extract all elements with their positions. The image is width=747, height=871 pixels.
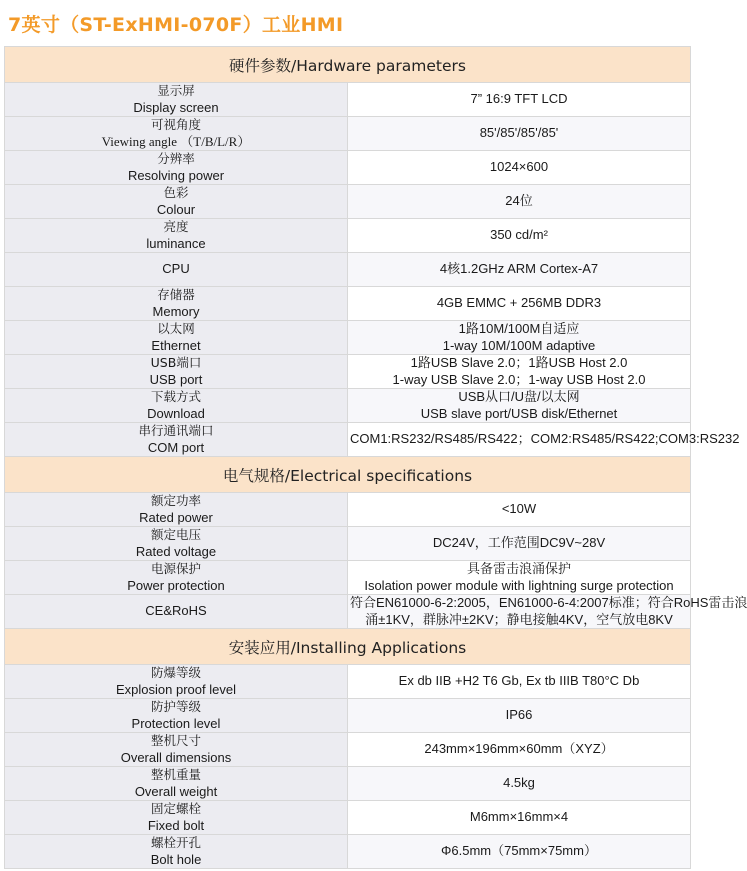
spec-label-en: Bolt hole (150, 851, 202, 867)
spec-label (5, 151, 348, 185)
spec-value-line: USB slave port/USB disk/Ethernet (420, 405, 618, 421)
spec-table (4, 46, 747, 869)
spec-label (5, 321, 348, 355)
section-title: 电气规格/Electrical specifications (5, 457, 691, 493)
spec-row (5, 83, 691, 117)
spec-label-cn: 下载方式 (150, 389, 201, 404)
spec-value-line: 4核1.2GHz ARM Cortex-A7 (439, 261, 599, 277)
spec-label-cn: 串行通讯端口 (138, 423, 214, 438)
spec-label-en: luminance (146, 235, 206, 251)
spec-value-line: 85'/85'/85'/85' (479, 125, 559, 141)
spec-label-en: Download (147, 405, 205, 421)
section-title: 安装应用/Installing Applications (5, 629, 691, 665)
spec-label (5, 699, 348, 733)
spec-label (5, 493, 348, 527)
spec-value-line: 1024×600 (489, 159, 549, 175)
page-title: 7英寸（ST-ExHMI-070F）工业HMI (8, 14, 344, 36)
spec-label-cn: 固定螺栓 (150, 801, 201, 816)
spec-row (5, 321, 691, 355)
spec-row (5, 287, 691, 321)
spec-label (5, 423, 348, 457)
spec-value (348, 83, 691, 117)
spec-label-en: Viewing angle （T/B/L/R） (101, 133, 251, 149)
spec-label-cn: 分辨率 (157, 151, 195, 166)
spec-value (348, 493, 691, 527)
spec-label (5, 83, 348, 117)
section-header-installing (5, 629, 691, 665)
spec-label-cn: 螺栓开孔 (150, 835, 201, 850)
spec-row (5, 117, 691, 151)
spec-value (348, 219, 691, 253)
spec-value (348, 253, 691, 287)
spec-value (348, 595, 747, 629)
spec-label (5, 595, 348, 629)
spec-label (5, 733, 348, 767)
spec-row (5, 733, 691, 767)
spec-row (5, 801, 691, 835)
spec-value (348, 287, 691, 321)
spec-value-line: COM1:RS232/RS485/RS422；COM2:RS485/RS422;COM3:RS232 (350, 431, 740, 447)
spec-value (348, 423, 740, 457)
spec-label-en: Ethernet (151, 337, 201, 353)
spec-label-en: Explosion proof level (116, 681, 236, 697)
spec-label (5, 835, 348, 869)
spec-value (348, 801, 691, 835)
spec-label-en: Protection level (131, 715, 221, 731)
spec-label-cn: 防爆等级 (150, 665, 201, 680)
spec-label-cn: 额定电压 (150, 527, 201, 542)
spec-label-en: CPU (162, 261, 190, 277)
spec-value (348, 185, 691, 219)
spec-label-cn: 亮度 (163, 219, 189, 234)
spec-value-line: 4.5kg (503, 775, 535, 791)
spec-label-cn: 电源保护 (150, 561, 201, 576)
spec-value-line: 24位 (505, 193, 533, 209)
spec-label-en: Overall weight (134, 783, 218, 799)
spec-label-en: Overall dimensions (120, 749, 232, 765)
spec-label (5, 117, 348, 151)
spec-value-line: Isolation power module with lightning surge protection (364, 577, 674, 593)
spec-value (348, 389, 691, 423)
spec-value (348, 151, 691, 185)
spec-label-cn: 可视角度 (150, 117, 201, 132)
spec-row (5, 699, 691, 733)
spec-row (5, 561, 691, 595)
spec-value (348, 117, 691, 151)
spec-value-line: IP66 (505, 707, 533, 723)
spec-value-line: DC24V，工作范围DC9V~28V (432, 535, 606, 551)
spec-row (5, 835, 691, 869)
spec-value-line: 350 cd/m² (490, 227, 548, 243)
spec-label (5, 801, 348, 835)
spec-row (5, 185, 691, 219)
spec-value (348, 767, 691, 801)
spec-label-en: Power protection (127, 577, 225, 593)
spec-label-cn: 防护等级 (150, 699, 201, 714)
spec-label (5, 561, 348, 595)
spec-label-en: Fixed bolt (147, 817, 205, 833)
section-header-hardware (5, 47, 691, 83)
spec-value (348, 665, 691, 699)
spec-row (5, 423, 691, 457)
spec-value-line: 具备雷击浪涌保护 (466, 561, 571, 576)
spec-value-line: 1-way 10M/100M adaptive (442, 337, 596, 353)
spec-row (5, 767, 691, 801)
spec-value-line: 1路10M/100M自适应 (458, 321, 580, 336)
spec-value (348, 699, 691, 733)
spec-value-line: 7” 16:9 TFT LCD (470, 91, 568, 107)
spec-value-line: Ex db IIB +H2 T6 Gb, Ex tb IIIB T80°C Db (398, 673, 640, 689)
spec-row (5, 253, 691, 287)
spec-label-en: Rated voltage (135, 543, 217, 559)
spec-label-en: Display screen (133, 99, 219, 115)
spec-value (348, 835, 691, 869)
spec-label-en: Resolving power (127, 167, 225, 183)
spec-value-line: M6mm×16mm×4 (469, 809, 569, 825)
spec-value-line: 符合EN61000-6-2:2005，EN61000-6-4:2007标准；符合RoHS雷击浪 (350, 595, 747, 610)
spec-value (348, 355, 691, 389)
spec-value-line: 1-way USB Slave 2.0；1-way USB Host 2.0 (392, 371, 646, 387)
spec-value (348, 733, 691, 767)
spec-value-line: 4GB EMMC + 256MB DDR3 (436, 295, 602, 311)
spec-row (5, 665, 691, 699)
spec-label-cn: 整机尺寸 (150, 733, 201, 748)
spec-label-cn: 色彩 (163, 185, 189, 200)
spec-label-en: Colour (156, 201, 196, 217)
spec-label (5, 665, 348, 699)
spec-label-en: Rated power (139, 509, 213, 525)
spec-label-cn: USB端口 (150, 355, 202, 370)
spec-label (5, 389, 348, 423)
spec-label (5, 287, 348, 321)
spec-row (5, 219, 691, 253)
spec-value (348, 321, 691, 355)
spec-label-en: Memory (152, 303, 200, 319)
spec-row (5, 355, 691, 389)
spec-label (5, 185, 348, 219)
spec-value-line: Φ6.5mm（75mm×75mm） (441, 843, 597, 859)
spec-label-en: USB port (149, 371, 203, 387)
spec-value (348, 527, 691, 561)
spec-value-line: <10W (501, 501, 537, 517)
spec-value-line: 涌±1KV，群脉冲±2KV；静电接触4KV，空气放电8KV (365, 611, 673, 627)
spec-label-cn: 存储器 (157, 287, 195, 302)
spec-label (5, 253, 348, 287)
spec-label-en: COM port (147, 439, 205, 455)
spec-value-line: USB从口/U盘/以太网 (458, 389, 580, 404)
spec-row (5, 595, 691, 629)
spec-row (5, 493, 691, 527)
spec-label-en: CE&RoHS (145, 603, 207, 619)
section-title: 硬件参数/Hardware parameters (5, 47, 691, 83)
spec-label (5, 355, 348, 389)
spec-label (5, 527, 348, 561)
spec-label (5, 767, 348, 801)
spec-label-cn: 额定功率 (150, 493, 201, 508)
spec-label (5, 219, 348, 253)
spec-row (5, 527, 691, 561)
spec-row (5, 151, 691, 185)
spec-label-cn: 以太网 (157, 321, 195, 336)
section-header-electrical (5, 457, 691, 493)
spec-label-cn: 显示屏 (157, 83, 195, 98)
spec-label-cn: 整机重量 (150, 767, 201, 782)
spec-row (5, 389, 691, 423)
spec-value (348, 561, 691, 595)
spec-value-line: 1路USB Slave 2.0；1路USB Host 2.0 (410, 355, 628, 370)
spec-value-line: 243mm×196mm×60mm（XYZ） (424, 741, 614, 757)
